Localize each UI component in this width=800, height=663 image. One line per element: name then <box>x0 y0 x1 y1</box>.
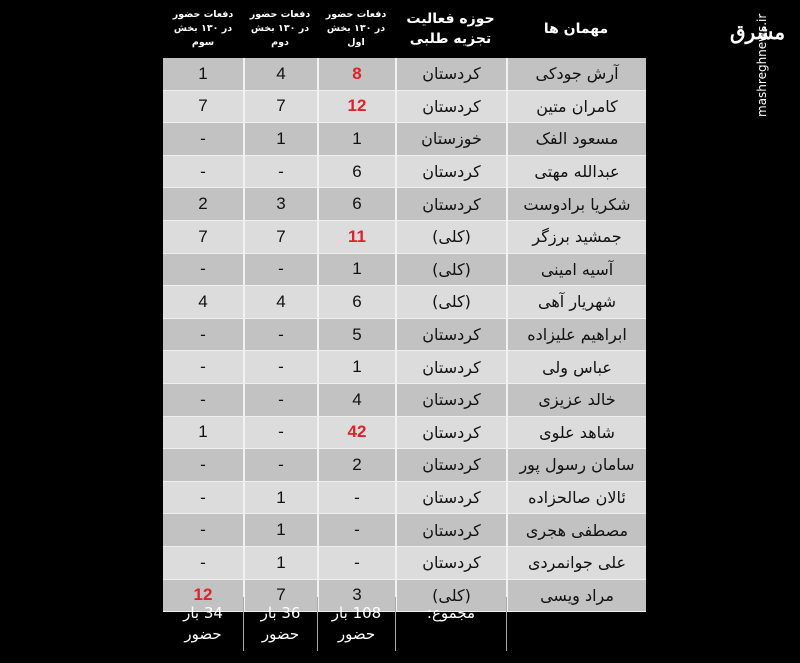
table-row <box>163 254 646 287</box>
part2-count-cell: - <box>243 319 317 351</box>
guest-name-cell: ابراهیم علیزاده <box>506 319 646 351</box>
field-cell: (کلی) <box>395 286 506 318</box>
field-cell: کردستان <box>395 156 506 188</box>
part1-count-cell: 8 <box>317 58 395 90</box>
totals-label: مجموع: <box>426 604 476 622</box>
part3-count-cell: 4 <box>198 291 208 311</box>
table-row <box>163 221 646 254</box>
part3-count-cell: 7 <box>198 226 208 246</box>
logo-wordmark: مشرق <box>730 20 786 44</box>
totals-part1-unit: حضور <box>337 625 376 643</box>
header-guests <box>506 0 646 58</box>
field-cell: کردستان <box>395 91 506 123</box>
part1-count-cell: 1 <box>317 123 395 155</box>
attendance-table <box>163 58 646 612</box>
part1-count-cell: - <box>317 482 395 514</box>
table-row <box>163 384 646 417</box>
part2-count-cell: 4 <box>243 58 317 90</box>
table-row <box>163 319 646 352</box>
mashregh-logo <box>730 12 786 122</box>
guest-name-cell: جمشید برزگر <box>506 221 646 253</box>
header-part1-line2: در ۱۳۰ بخش اول <box>326 23 386 48</box>
totals-part2-count: 36 بار <box>260 604 301 622</box>
table-row <box>163 547 646 580</box>
header-part3-line2: در ۱۳۰ بخش سوم <box>173 23 233 48</box>
guest-name-cell: شاهد علوی <box>506 417 646 449</box>
table-row <box>163 514 646 547</box>
header-part1-line1: دفعات حضور <box>325 9 387 20</box>
header-field-line1: حوزه فعالیت <box>406 11 495 27</box>
table-row <box>163 123 646 156</box>
header-part3 <box>163 0 243 58</box>
guest-name-cell: علی جوانمردی <box>506 547 646 579</box>
part1-count-cell: 2 <box>317 449 395 481</box>
part3-count-cell: - <box>200 357 206 377</box>
totals-part3-unit: حضور <box>184 625 222 643</box>
table-row <box>163 482 646 515</box>
table-row <box>163 351 646 384</box>
field-cell: (کلی) <box>395 221 506 253</box>
part1-count-cell: 6 <box>317 188 395 220</box>
part1-count-cell: - <box>317 547 395 579</box>
totals-part1 <box>317 597 395 651</box>
part3-count-cell: - <box>200 454 206 474</box>
part3-count-cell: 1 <box>198 422 208 442</box>
field-cell: (کلی) <box>395 580 506 612</box>
table-row <box>163 449 646 482</box>
part2-count-cell: - <box>243 384 317 416</box>
part2-count-cell: 7 <box>243 580 317 612</box>
part2-count-cell: - <box>243 254 317 286</box>
totals-part2 <box>243 597 317 651</box>
part3-count-cell: 12 <box>193 585 213 605</box>
part3-count-cell: 1 <box>198 63 208 83</box>
part1-count-cell: 6 <box>317 286 395 318</box>
totals-part1-count: 108 بار <box>331 604 382 622</box>
part2-count-cell: - <box>243 351 317 383</box>
guest-name-cell: مصطفی هجری <box>506 514 646 546</box>
part3-count-cell: - <box>200 487 206 507</box>
part3-count-cell: 2 <box>198 194 208 214</box>
guest-name-cell: مراد ویسی <box>506 580 646 612</box>
totals-row <box>163 597 646 651</box>
part2-count-cell: 1 <box>243 482 317 514</box>
part2-count-cell: 4 <box>243 286 317 318</box>
part3-count-cell: - <box>200 324 206 344</box>
part1-count-cell: 6 <box>317 156 395 188</box>
header-part3-line1: دفعات حضور <box>172 9 234 20</box>
part2-count-cell: 7 <box>243 91 317 123</box>
header-part2-line2: در ۱۳۰ بخش دوم <box>250 23 310 48</box>
field-cell: کردستان <box>395 188 506 220</box>
totals-empty-cell <box>506 597 646 651</box>
part1-count-cell: 5 <box>317 319 395 351</box>
part1-count-cell: 1 <box>317 254 395 286</box>
header-field-line2: تجزیه طلبی <box>409 31 492 47</box>
header-guests-label: مهمان ها <box>543 21 609 37</box>
part2-count-cell: 7 <box>243 221 317 253</box>
part3-count-cell: - <box>200 552 206 572</box>
guest-name-cell: عباس ولی <box>506 351 646 383</box>
guest-name-cell: کامران متین <box>506 91 646 123</box>
guest-name-cell: شهریار آهی <box>506 286 646 318</box>
part1-count-cell: 3 <box>317 580 395 612</box>
part1-count-cell: 11 <box>317 221 395 253</box>
part2-count-cell: - <box>243 449 317 481</box>
part3-count-cell: 7 <box>198 96 208 116</box>
header-field <box>395 0 506 58</box>
header-part1 <box>317 0 395 58</box>
part2-count-cell: 1 <box>243 514 317 546</box>
part2-count-cell: 3 <box>243 188 317 220</box>
field-cell: کردستان <box>395 482 506 514</box>
table-row <box>163 286 646 319</box>
table-header <box>163 0 646 58</box>
part3-count-cell: - <box>200 128 206 148</box>
field-cell: خوزستان <box>395 123 506 155</box>
field-cell: کردستان <box>395 384 506 416</box>
logo-url: mashreghnews.ir <box>755 13 769 117</box>
guest-name-cell: آرش جودکی <box>506 58 646 90</box>
field-cell: کردستان <box>395 417 506 449</box>
guest-name-cell: شکریا برادوست <box>506 188 646 220</box>
guest-name-cell: عبدالله مهتی <box>506 156 646 188</box>
part2-count-cell: - <box>243 417 317 449</box>
part3-count-cell: - <box>200 389 206 409</box>
field-cell: (کلی) <box>395 254 506 286</box>
guest-name-cell: سامان رسول پور <box>506 449 646 481</box>
guest-name-cell: آسیه امینی <box>506 254 646 286</box>
field-cell: کردستان <box>395 351 506 383</box>
part1-count-cell: 42 <box>317 417 395 449</box>
totals-part3 <box>163 597 243 651</box>
totals-part2-unit: حضور <box>261 625 300 643</box>
part3-count-cell: - <box>200 520 206 540</box>
table-row <box>163 188 646 221</box>
table-row <box>163 58 646 91</box>
header-part2 <box>243 0 317 58</box>
part2-count-cell: 1 <box>243 123 317 155</box>
field-cell: کردستان <box>395 514 506 546</box>
part2-count-cell: - <box>243 156 317 188</box>
field-cell: کردستان <box>395 58 506 90</box>
field-cell: کردستان <box>395 449 506 481</box>
table-row <box>163 156 646 189</box>
table-row <box>163 91 646 124</box>
field-cell: کردستان <box>395 319 506 351</box>
part3-count-cell: - <box>200 161 206 181</box>
guest-name-cell: ئالان صالحزاده <box>506 482 646 514</box>
header-part2-line1: دفعات حضور <box>249 9 311 20</box>
totals-part3-count: 34 بار <box>183 604 223 622</box>
part1-count-cell: 1 <box>317 351 395 383</box>
table-row <box>163 417 646 450</box>
totals-label-cell <box>395 597 506 651</box>
part1-count-cell: - <box>317 514 395 546</box>
part1-count-cell: 4 <box>317 384 395 416</box>
guest-name-cell: مسعود الفک <box>506 123 646 155</box>
part1-count-cell: 12 <box>317 91 395 123</box>
part2-count-cell: 1 <box>243 547 317 579</box>
part3-count-cell: - <box>200 259 206 279</box>
guest-name-cell: خالد عزیزی <box>506 384 646 416</box>
field-cell: کردستان <box>395 547 506 579</box>
